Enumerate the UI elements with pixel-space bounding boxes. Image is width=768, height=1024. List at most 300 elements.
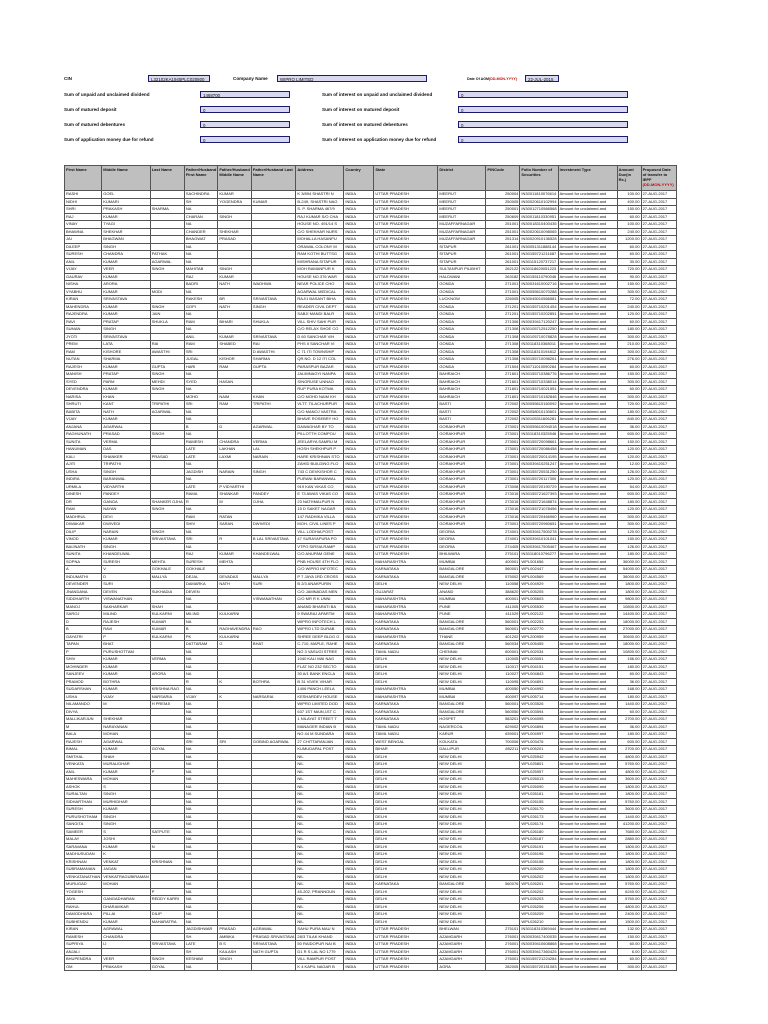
cell-state: UTTAR PRADESH — [374, 543, 438, 551]
cell-investment-type: Amount for unclaimed and — [558, 221, 617, 229]
cell-proposed-date: 27-AUG-2017 — [641, 281, 676, 289]
cell-state: MAHARASHTRA — [374, 611, 438, 619]
cell-father-middle-name — [218, 431, 252, 439]
cell-address: PILLOTTH COMPOU — [296, 431, 344, 439]
table-row — [65, 258, 677, 266]
cell-country: INDIA — [344, 806, 374, 814]
cell-pincode: 273015 — [486, 498, 520, 506]
table-row — [65, 348, 677, 356]
cell-state: UTTAR PRADESH — [374, 401, 438, 409]
cell-investment-type: Amount for unclaimed and — [558, 341, 617, 349]
cell-pincode: 271308 — [486, 341, 520, 349]
cell-father-middle-name — [218, 686, 252, 694]
cell-address: C/O WIPRO INFOTEC — [296, 566, 344, 574]
cell-middle-name: PURUSHOTTAM — [102, 648, 151, 656]
cell-first-name: SANGITA — [65, 821, 102, 829]
cell-country: INDIA — [344, 641, 374, 649]
table-row — [65, 393, 677, 401]
cell-amount-due: 180.00 — [617, 326, 641, 334]
cell-state: KARNATAKA — [374, 881, 438, 889]
cell-amount-due: 300.00 — [617, 333, 641, 341]
cell-father-last-name: D AWASTHI — [251, 348, 296, 356]
cell-state: UTTAR PRADESH — [374, 528, 438, 536]
cell-pincode: 560001 — [486, 701, 520, 709]
cell-country: INDIA — [344, 273, 374, 281]
interest-matured-debentures-field[interactable]: 0 — [458, 121, 628, 128]
cell-father-last-name — [251, 686, 296, 694]
table-row — [65, 641, 677, 649]
cell-last-name: KULKARNI — [150, 611, 184, 619]
cell-father-middle-name: K — [218, 678, 252, 686]
interest-matured-deposit-field[interactable]: 0 — [458, 106, 628, 113]
cell-pincode: 400050 — [486, 686, 520, 694]
cell-state: DELHI — [374, 671, 438, 679]
cell-middle-name: KHANDELWAL — [102, 551, 151, 559]
cell-last-name — [150, 761, 184, 769]
cell-father-first-name: NA — [184, 528, 217, 536]
matured-debentures-field[interactable]: 0 — [200, 121, 290, 128]
cell-investment-type: Amount for unclaimed and — [558, 393, 617, 401]
cell-father-middle-name: NARAIN — [218, 468, 252, 476]
cell-proposed-date: 27-AUG-2017 — [641, 326, 676, 334]
cell-investment-type: Amount for unclaimed and — [558, 371, 617, 379]
cell-middle-name: CHANDRA — [102, 251, 151, 259]
cell-father-last-name: AGRAWAL — [251, 926, 296, 934]
cell-folio-number: IN30155710386776 — [521, 371, 557, 376]
cell-proposed-date: 27-AUG-2017 — [641, 641, 676, 649]
cell-father-middle-name — [218, 288, 252, 296]
cell-middle-name: SHEKHAR — [102, 228, 151, 236]
interest-matured-debentures-label: Sum of interest on matured debentures — [322, 122, 408, 127]
header-district: District — [438, 166, 486, 191]
cell-father-first-name: NA — [184, 828, 217, 836]
cell-address: 45-202, PRANNOUN — [296, 888, 344, 896]
cell-country: INDIA — [344, 656, 374, 664]
cell-father-first-name: JUGAL — [184, 356, 217, 364]
cell-folio-number: IN30155721648874 — [521, 498, 557, 504]
cell-investment-type: Amount for unclaimed and — [558, 581, 617, 589]
cin-field[interactable]: L32102KA1945PLC020800 — [148, 75, 210, 82]
cell-proposed-date: 27-AUG-2017 — [641, 318, 676, 326]
cell-address: AGARWAL MEDICAL — [296, 288, 344, 296]
cell-last-name — [150, 851, 184, 859]
cell-proposed-date: 27-AUG-2017 — [641, 408, 676, 416]
cell-middle-name: MURHIDHAR — [102, 798, 151, 806]
matured-deposit-field[interactable]: 0 — [200, 106, 290, 113]
cell-pincode: 411029 — [486, 611, 520, 619]
cell-investment-type: Amount for unclaimed and — [558, 843, 617, 851]
cell-father-middle-name: AMBIKA — [218, 933, 252, 941]
cell-state: UTTAR PRADESH — [374, 933, 438, 941]
cell-address: NIL — [296, 813, 344, 821]
cell-middle-name: KANT — [102, 401, 151, 409]
cell-father-first-name: CHARAN — [184, 213, 217, 221]
header-father-first-name: Father/Husband First Name — [184, 166, 217, 191]
cell-investment-type: Amount for unclaimed and — [558, 851, 617, 859]
cell-father-first-name: NA — [184, 648, 217, 656]
cell-father-first-name: NA — [184, 708, 217, 716]
cell-proposed-date: 27-AUG-2017 — [641, 761, 676, 769]
cell-father-middle-name: BIHARI — [218, 318, 252, 326]
cell-first-name: BAIJNATH — [65, 543, 102, 551]
cell-address: NIL — [296, 918, 344, 926]
cell-middle-name: KUMAR — [102, 663, 151, 671]
cell-last-name — [150, 798, 184, 806]
cell-father-last-name: NARAIN — [251, 453, 296, 461]
cell-address: NIL — [296, 828, 344, 836]
cell-district: BANGALORE — [438, 701, 486, 709]
cell-amount-due: 9800.00 — [617, 596, 641, 604]
table-row — [65, 596, 677, 604]
cell-state: DELHI — [374, 918, 438, 926]
unclaimed-dividend-field[interactable]: 1468700 — [200, 91, 290, 98]
cell-father-last-name: SINGH — [251, 303, 296, 311]
cell-amount-due: 120.00 — [617, 311, 641, 319]
cell-middle-name: AGRAWAL — [102, 926, 151, 934]
cell-middle-name: SHAH — [102, 753, 151, 761]
interest-unclaimed-dividend-field[interactable]: 0 — [458, 91, 628, 98]
cell-district: MEERUT — [438, 191, 486, 199]
cell-district: NEW DELHI — [438, 836, 486, 844]
cell-father-last-name — [251, 873, 296, 881]
cell-amount-due: 300.00 — [617, 521, 641, 529]
cell-folio-number: WPL002122 — [520, 611, 558, 619]
cell-pincode: 639001 — [486, 731, 520, 739]
cell-middle-name: DWIVEDI — [102, 521, 151, 529]
cell-state: UTTAR PRADESH — [374, 431, 438, 439]
cell-father-last-name: GOBIND AGARWAL — [251, 738, 296, 746]
cell-father-middle-name — [218, 798, 252, 806]
table-row — [65, 648, 677, 656]
cell-state: MAHARASHTRA — [374, 693, 438, 701]
cell-investment-type: Amount for unclaimed and — [558, 641, 617, 649]
cell-first-name: B — [65, 626, 102, 634]
cell-state: UTTAR PRADESH — [374, 236, 438, 244]
cell-country: INDIA — [344, 926, 374, 934]
cell-country: INDIA — [344, 191, 374, 199]
cell-amount-due: 2700.00 — [617, 716, 641, 724]
cell-folio-number: WPL004151 — [520, 663, 558, 671]
cell-pincode — [486, 896, 520, 904]
cell-father-last-name — [251, 191, 296, 199]
cell-middle-name: VIJAY — [102, 693, 151, 701]
cell-folio-number: WPL003051 — [520, 656, 558, 664]
table-row — [65, 956, 677, 964]
cell-state: UTTAR PRADESH — [374, 341, 438, 349]
interest-application-money-field[interactable]: 0 — [458, 136, 628, 143]
cell-proposed-date: 27-AUG-2017 — [641, 836, 676, 844]
cell-investment-type: Amount for unclaimed and — [558, 326, 617, 334]
cell-father-last-name — [251, 311, 296, 319]
cell-father-first-name: DAMARKA — [184, 581, 217, 589]
cell-middle-name: KUMAR — [102, 213, 151, 221]
cell-address: NIL — [296, 768, 344, 776]
cell-father-first-name: RAJ — [184, 273, 217, 281]
cell-pincode: 272002 — [486, 401, 520, 409]
cell-last-name: SINGH — [150, 303, 184, 311]
cell-address: B-249, SHASTRI NAG — [296, 198, 344, 206]
cell-first-name: DR — [65, 498, 102, 506]
cell-address: C 71 ITI TOWNSHIP — [296, 348, 344, 356]
table-row — [65, 513, 677, 521]
cell-proposed-date: 27-AUG-2017 — [641, 341, 676, 349]
cell-middle-name: ARORA — [102, 281, 151, 289]
cell-first-name: TAPAN — [65, 641, 102, 649]
cell-last-name: KRISHNA RAO — [150, 686, 184, 694]
cell-amount-due: 150.00 — [617, 933, 641, 941]
cell-middle-name — [102, 708, 151, 716]
cell-state: UTTAR PRADESH — [374, 318, 438, 326]
table-row — [65, 483, 677, 491]
cell-father-middle-name — [218, 221, 252, 229]
cell-father-last-name — [251, 588, 296, 596]
cell-last-name — [150, 948, 184, 956]
cell-first-name: OM — [65, 963, 102, 971]
cell-last-name: AGARWAL — [150, 408, 184, 416]
cell-folio-number: WPL003476 — [520, 738, 558, 746]
cell-father-middle-name: CHANDRA — [218, 438, 252, 446]
agm-date-field[interactable]: 22-JUL-2015 — [525, 75, 559, 82]
cell-pincode: 226005 — [486, 296, 520, 304]
cell-address: HOUSE NO.376 WAR — [296, 273, 344, 281]
cell-investment-type: Amount for unclaimed and — [558, 956, 617, 964]
cell-amount-due: 180.00 — [617, 498, 641, 506]
cell-investment-type: Amount for unclaimed and — [558, 551, 617, 559]
cell-pincode: 251001 — [486, 228, 520, 236]
cell-country: INDIA — [344, 903, 374, 911]
cell-country: INDIA — [344, 341, 374, 349]
cell-father-middle-name: SINGH — [218, 213, 252, 221]
table-row — [65, 896, 677, 904]
cell-father-middle-name — [218, 258, 252, 266]
cell-district: BANGALORE — [438, 566, 486, 574]
cell-proposed-date: 27-AUG-2017 — [641, 558, 676, 566]
cell-father-last-name — [251, 483, 296, 491]
cell-last-name: KULKARNI — [150, 633, 184, 641]
cell-pincode: 629002 — [486, 723, 520, 731]
cell-state: KARNATAKA — [374, 626, 438, 634]
cell-pincode: 560001 — [486, 566, 520, 574]
cell-father-last-name — [251, 656, 296, 664]
cell-amount-due: 6.00 — [617, 948, 641, 956]
cell-state: UTTAR PRADESH — [374, 273, 438, 281]
cell-father-first-name: NA — [184, 408, 217, 416]
cell-district: MEERUT — [438, 198, 486, 206]
cell-first-name: JYOTI — [65, 333, 102, 341]
cell-father-first-name: RAM — [184, 341, 217, 349]
cell-district: NEW DELHI — [438, 776, 486, 784]
cell-country: INDIA — [344, 858, 374, 866]
cell-amount-due: 840.00 — [617, 416, 641, 424]
cell-country: INDIA — [344, 933, 374, 941]
cell-folio-number: WPL004843 — [520, 671, 558, 679]
cell-folio-number: IN30118010796277 — [521, 551, 557, 556]
cell-first-name: DILIP — [65, 528, 102, 536]
cell-middle-name: MURALIDHAR — [102, 761, 151, 769]
cell-last-name — [150, 191, 184, 199]
cell-address: 30 A/1 BANK ENCLA — [296, 671, 344, 679]
cell-proposed-date: 27-AUG-2017 — [641, 701, 676, 709]
cell-amount-due: 240.00 — [617, 303, 641, 311]
table-row — [65, 806, 677, 814]
cell-address: NIL — [296, 753, 344, 761]
table-row — [65, 423, 677, 431]
cell-father-last-name — [251, 768, 296, 776]
cell-investment-type: Amount for unclaimed and — [558, 926, 617, 934]
cell-district: SITAPUR — [438, 251, 486, 259]
cell-first-name: MADHRUL — [65, 513, 102, 521]
table-row — [65, 941, 677, 949]
cell-father-last-name — [251, 543, 296, 551]
company-name-field[interactable]: WIPRO LIMITED — [277, 75, 427, 82]
cell-father-first-name: NA — [184, 251, 217, 259]
cell-father-middle-name: NAIM — [218, 393, 252, 401]
cell-last-name — [150, 903, 184, 911]
cell-proposed-date: 27-AUG-2017 — [641, 506, 676, 514]
table-row — [65, 236, 677, 244]
cell-proposed-date: 27-AUG-2017 — [641, 348, 676, 356]
cell-first-name: SIDHARTHAN — [65, 798, 102, 806]
cell-investment-type: Amount for unclaimed and — [558, 873, 617, 881]
table-row — [65, 446, 677, 454]
table-row — [65, 431, 677, 439]
cell-state: UTTAR PRADESH — [374, 378, 438, 386]
cell-state: UTTAR PRADESH — [374, 333, 438, 341]
cell-proposed-date: 27-AUG-2017 — [641, 288, 676, 296]
cell-father-first-name: NA — [184, 881, 217, 889]
cell-pincode: 273008 — [486, 483, 520, 491]
cell-address: ANAND BHARATI BA — [296, 603, 344, 611]
cell-last-name — [150, 663, 184, 671]
cell-first-name: SHRUTI — [65, 401, 102, 409]
cell-address: HOSH SHEKHPUR P — [296, 446, 344, 454]
cell-middle-name: KUMARI — [102, 198, 151, 206]
cell-father-first-name: NA — [184, 431, 217, 439]
cell-state: KARNATAKA — [374, 641, 438, 649]
cell-amount-due: 600.00 — [617, 431, 641, 439]
cell-father-middle-name: RAM — [218, 363, 252, 371]
cell-investment-type: Amount for unclaimed and — [558, 858, 617, 866]
cell-address: BHAVE ROSEBRY HO — [296, 416, 344, 424]
table-row — [65, 783, 677, 791]
cell-father-first-name: SH — [184, 198, 217, 206]
header-pincode: PINCode — [486, 166, 520, 191]
cell-folio-number: IN30155720960651 — [521, 521, 557, 526]
cell-address: NIL — [296, 791, 344, 799]
cell-folio-number: WPL005455 — [520, 641, 558, 649]
cell-proposed-date: 27-AUG-2017 — [641, 896, 676, 904]
cell-first-name: D — [65, 618, 102, 626]
cell-father-first-name: NA — [184, 761, 217, 769]
cell-middle-name: VENKATRAGUBIRAMAN — [103, 873, 149, 879]
cell-father-first-name: ANIL — [184, 333, 217, 341]
cell-district: GORAKHPUR — [438, 446, 486, 454]
cell-address: C/O MANOJ VASTRA — [296, 408, 344, 416]
cell-middle-name: MOHAN — [102, 776, 151, 784]
cell-folio-number: IN30155710182846 — [521, 393, 557, 399]
cell-father-first-name: NA — [184, 896, 217, 904]
cell-country: INDIA — [344, 266, 374, 274]
cell-address: MISHRANA SITAPUR — [296, 258, 344, 266]
cell-father-last-name — [251, 963, 296, 971]
cell-district: AGRA — [438, 963, 486, 971]
cell-amount-due: 36000.00 — [617, 573, 641, 581]
cell-district: GONDA — [438, 303, 486, 311]
cell-last-name: SINGH — [150, 956, 184, 964]
cell-amount-due: 180.00 — [617, 693, 641, 701]
cell-folio-number: IN30155720466960 — [521, 513, 557, 519]
cell-first-name: JAI — [65, 236, 102, 244]
cell-father-last-name — [251, 776, 296, 784]
cell-father-first-name: SYED — [184, 378, 217, 386]
cell-investment-type: Amount for unclaimed and — [558, 813, 617, 821]
cell-folio-number: IN30155720151083 — [521, 963, 557, 969]
cell-state: UTTAR PRADESH — [374, 386, 438, 394]
cell-amount-due: 180.00 — [617, 663, 641, 671]
header-middle-name: Middle Name — [102, 166, 151, 191]
cell-address: NIL — [296, 903, 344, 911]
cell-father-last-name — [251, 663, 296, 671]
cell-investment-type: Amount for unclaimed and — [558, 386, 617, 394]
table-row — [65, 326, 677, 334]
cell-country: INDIA — [344, 453, 374, 461]
cell-investment-type: Amount for unclaimed and — [558, 228, 617, 236]
cell-amount-due: 132.00 — [617, 926, 641, 934]
cell-pincode: 274001 — [486, 528, 520, 536]
cell-father-middle-name — [218, 543, 252, 551]
cell-middle-name: P — [102, 633, 151, 641]
cell-amount-due: 36.00 — [617, 723, 641, 731]
cell-proposed-date: 27-AUG-2017 — [641, 626, 676, 634]
cell-last-name: SINGH — [150, 371, 184, 379]
cell-district: ANAND — [438, 588, 486, 596]
cell-father-middle-name: LAXMI — [218, 453, 252, 461]
cell-country: INDIA — [344, 768, 374, 776]
header-country: Country — [344, 166, 374, 191]
cell-pincode: 273001 — [486, 446, 520, 454]
cell-father-first-name: NA — [184, 873, 217, 881]
cell-middle-name: PRATAP — [102, 371, 151, 379]
cell-country: INDIA — [344, 206, 374, 214]
cell-middle-name: KUMAR — [102, 416, 151, 424]
cell-address: NIL — [296, 761, 344, 769]
cell-first-name: DIWAKAR — [65, 521, 102, 529]
cell-district: GORAKHPUR — [438, 461, 486, 469]
cell-father-middle-name — [218, 836, 252, 844]
cell-amount-due: 2880.00 — [617, 836, 641, 844]
cell-country: INDIA — [344, 648, 374, 656]
cell-amount-due: 4800.00 — [617, 903, 641, 911]
cell-first-name: VINOD — [65, 536, 102, 544]
cell-proposed-date: 27-AUG-2017 — [641, 483, 676, 491]
cell-pincode: 271801 — [486, 386, 520, 394]
cell-investment-type: Amount for unclaimed and — [558, 243, 617, 251]
application-money-field[interactable]: 0 — [200, 136, 290, 143]
cell-folio-number: IN30018310400435 — [521, 221, 557, 226]
cell-amount-due: 120.00 — [617, 528, 641, 536]
cell-father-first-name: NA — [184, 671, 217, 679]
cell-address: NIL — [296, 873, 344, 881]
cell-investment-type: Amount for unclaimed and — [558, 476, 617, 484]
cell-district: NEW DELHI — [438, 903, 486, 911]
cell-proposed-date: 27-AUG-2017 — [641, 618, 676, 626]
cell-folio-number: IN30711010090284 — [521, 363, 557, 369]
cell-last-name — [150, 738, 184, 746]
cell-father-middle-name: NATH — [218, 303, 252, 311]
cell-first-name: RASHI — [65, 191, 102, 199]
cell-father-first-name: MAHITAB — [184, 266, 217, 274]
cell-father-last-name — [251, 558, 296, 566]
